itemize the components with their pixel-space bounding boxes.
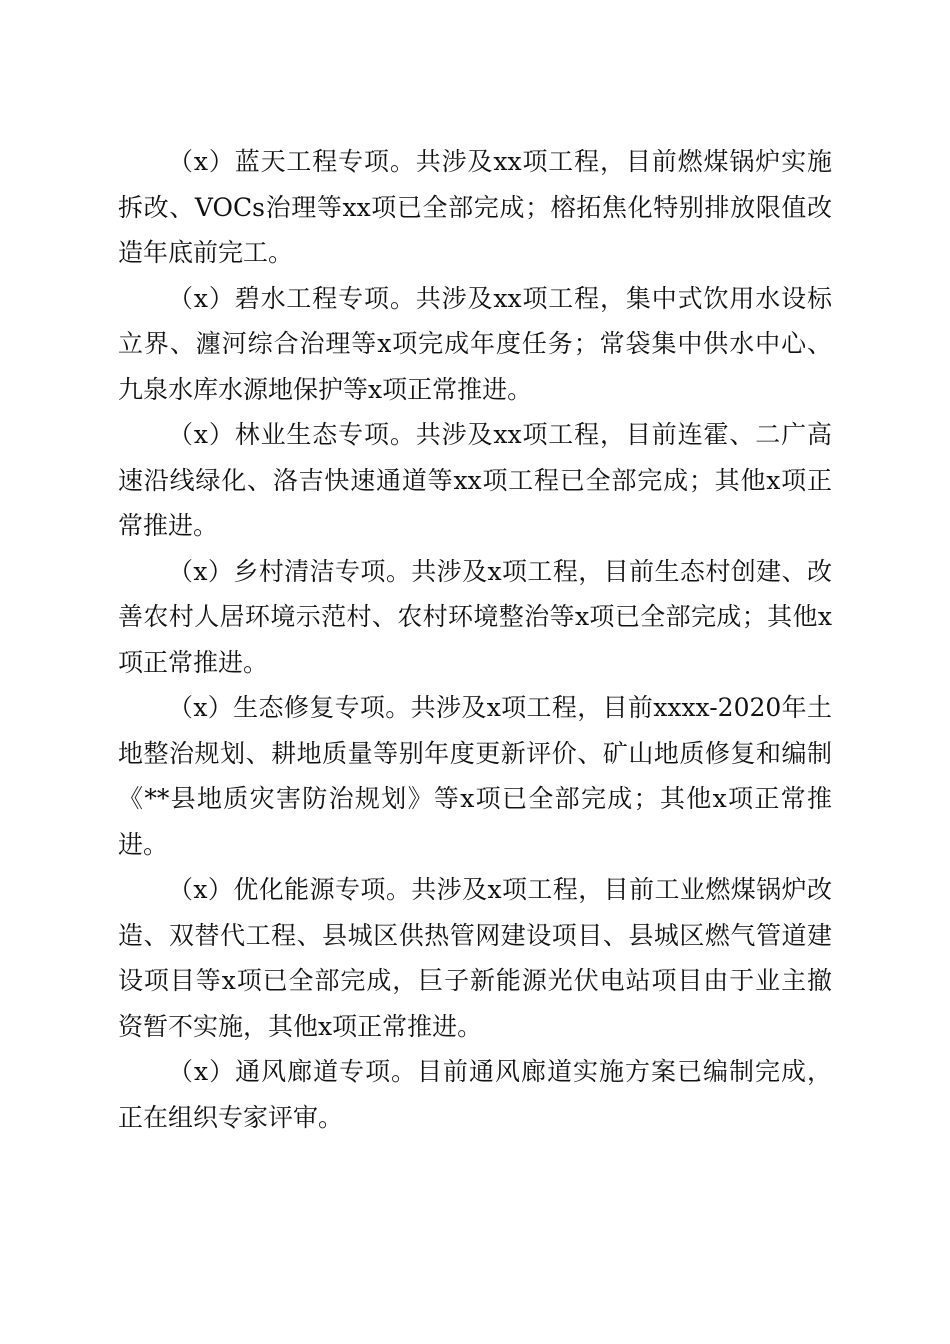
paragraph-clear-water-project: （x）碧水工程专项。共涉及xx项工程，集中式饮用水设标立界、瀍河综合治理等x项完成年度任务；常袋集中供水中心、九泉水库水源地保护等x项正常推进。 bbox=[118, 283, 832, 404]
paragraph-ecological-restoration-project: （x）生态修复专项。共涉及x项工程，目前xxxx-2020年土地整治规划、耕地质量等别年度更新评价、矿山地质修复和编制《**县地质灾害防治规划》等x项已全部完成；其他x项正常推进。 bbox=[118, 693, 832, 859]
paragraph-ventilation-corridor-project: （x）通风廊道专项。目前通风廊道实施方案已编制完成，正在组织专家评审。 bbox=[118, 1057, 832, 1132]
paragraph-forestry-ecology-project: （x）林业生态专项。共涉及xx项工程，目前连霍、二广高速沿线绿化、洛吉快速通道等xx项工程已全部完成；其他x项正常推进。 bbox=[118, 420, 832, 540]
document-body bbox=[118, 139, 832, 1140]
paragraph-rural-cleaning-project: （x）乡村清洁专项。共涉及x项工程，目前生态村创建、改善农村人居环境示范村、农村环境整治等x项已全部完成；其他x项正常推进。 bbox=[118, 556, 832, 677]
paragraph-blue-sky-project: （x）蓝天工程专项。共涉及xx项工程，目前燃煤锅炉实施拆改、VOCs治理等xx项已全部完成；榕拓焦化特别排放限值改造年底前完工。 bbox=[118, 147, 832, 267]
paragraph-energy-optimization-project: （x）优化能源专项。共涉及x项工程，目前工业燃煤锅炉改造、双替代工程、县城区供热管网建设项目、县城区燃气管道建设项目等x项已全部完成，巨子新能源光伏电站项目由于业主撤资暂不实施，其他x项正常推进。 bbox=[118, 875, 832, 1041]
